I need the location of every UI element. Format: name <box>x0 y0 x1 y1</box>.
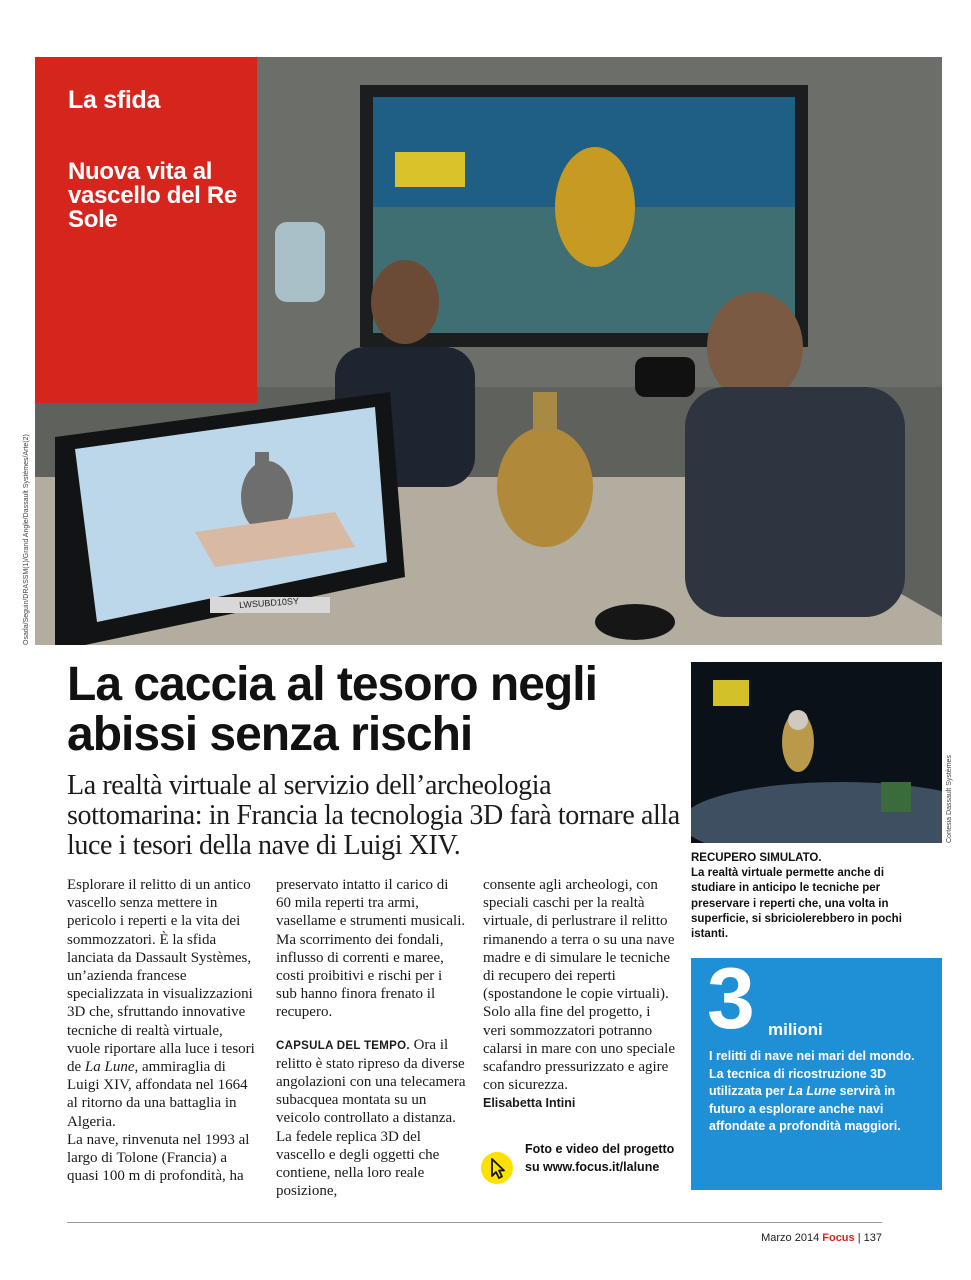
fact-number: 3 <box>707 951 753 1047</box>
article-deck: La realtà virtuale al servizio dell’archeologia sottomarina: in Francia la tecnologia 3D farà tornare alla luce i tesori della nave di Luigi XIV. <box>67 770 680 861</box>
paragraph: consente agli archeologi, con speciali caschi per la realtà virtuale, di perlustrare il relitto rimanendo a terra o su una nave madre e di simulare le tecniche di recupero dei reperti (spostandone le copie virtuali). Solo alla fine del progetto, i veri sommozzatori potranno calarsi in mare con uno speciale scafandro pressurizzato e agire con sicurezza. <box>483 877 675 1094</box>
fact-text: I relitti di nave nei mari del mondo. La tecnica di ricostruzione 3D utilizzata per La Lune servirà in futuro a esplorare anche navi affondate a profondità maggiori. <box>709 1049 915 1134</box>
paragraph: CAPSULA DEL TEMPO. Ora il relitto è stato ripreso da diverse angolazioni con una telecamera subacquea montata su un veicolo controllato a distanza. La fedele replica 3D del vascello e degli oggetti che contiene, nella loro reale posizione, <box>276 1036 466 1200</box>
body-column-1 <box>67 876 257 1185</box>
kicker-label: La sfida <box>68 86 161 114</box>
side-photo-credit: Cortesia Dassault Systèmes <box>946 755 953 843</box>
footer-separator: | <box>857 1232 861 1244</box>
photo-caption <box>691 851 931 942</box>
photo-credit: Osada/Seguin/DRASSM(1)/Grand Angle/Dassault Systèmes/Arte(2) <box>23 434 30 645</box>
body-column-3 <box>483 876 675 1113</box>
link-box-text[interactable]: Foto e video del progetto su www.focus.it/lalune <box>525 1142 675 1174</box>
subhead-lead: CAPSULA DEL TEMPO. <box>276 1039 410 1052</box>
footer-rule <box>67 1222 882 1223</box>
paragraph: La nave, rinvenuta nel 1993 al largo di Tolone (Francia) a quasi 100 m di profondità, ha <box>67 1131 250 1185</box>
caption-text: La realtà virtuale permette anche di studiare in anticipo le tecniche per preservare i reperti che, una volta in superficie, si sbriciolerebbero in pochi istanti. <box>691 867 902 941</box>
paragraph: Esplorare il relitto di un antico vascello senza mettere in pericolo i reperti e la vita dei sommozzatori. È la sfida lanciata da Dassault Systèmes, un’azienda francese specializzata in visualizzazioni 3D che, sfruttando innovative tecniche di realtà virtuale, vuole riportare alla luce i tesori de La Lune, ammiraglia di Luigi XIV, affondata nel 1664 al ritorno da una battaglia in Algeria. <box>67 877 255 1130</box>
side-photo-illustration <box>691 662 942 843</box>
cursor-arrow-svg <box>481 1152 513 1184</box>
fact-box <box>691 951 942 1190</box>
ship-name: La Lune <box>788 1084 837 1099</box>
kicker-box <box>35 57 257 403</box>
page-number: 137 <box>863 1232 882 1244</box>
article-headline: La caccia al tesoro negli abissi senza rischi <box>67 658 597 761</box>
magazine-brand: Focus <box>822 1232 855 1244</box>
side-photo <box>691 662 942 843</box>
cursor-arrow-icon <box>481 1152 513 1184</box>
caption-title: RECUPERO SIMULATO. <box>691 852 822 864</box>
paragraph: preservato intatto il carico di 60 mila reperti tra armi, vasellame e strumenti musicali. Ma scorrimento dei fondali, influsso di correnti e maree, costi proibitivi e rischi per i sub hanno finora frenato il recupero. <box>276 877 466 1021</box>
ship-name: La Lune <box>84 1059 135 1076</box>
author-signature: Elisabetta Intini <box>483 1096 576 1111</box>
fact-unit: milioni <box>768 1020 823 1039</box>
issue-date: Marzo 2014 <box>761 1232 820 1244</box>
kicker-subhead: Nuova vita al vascello del Re Sole <box>68 158 237 233</box>
laptop-label: LWSUBD10SY <box>238 595 300 611</box>
page-footer <box>700 1232 882 1244</box>
body-column-2 <box>276 876 466 1200</box>
